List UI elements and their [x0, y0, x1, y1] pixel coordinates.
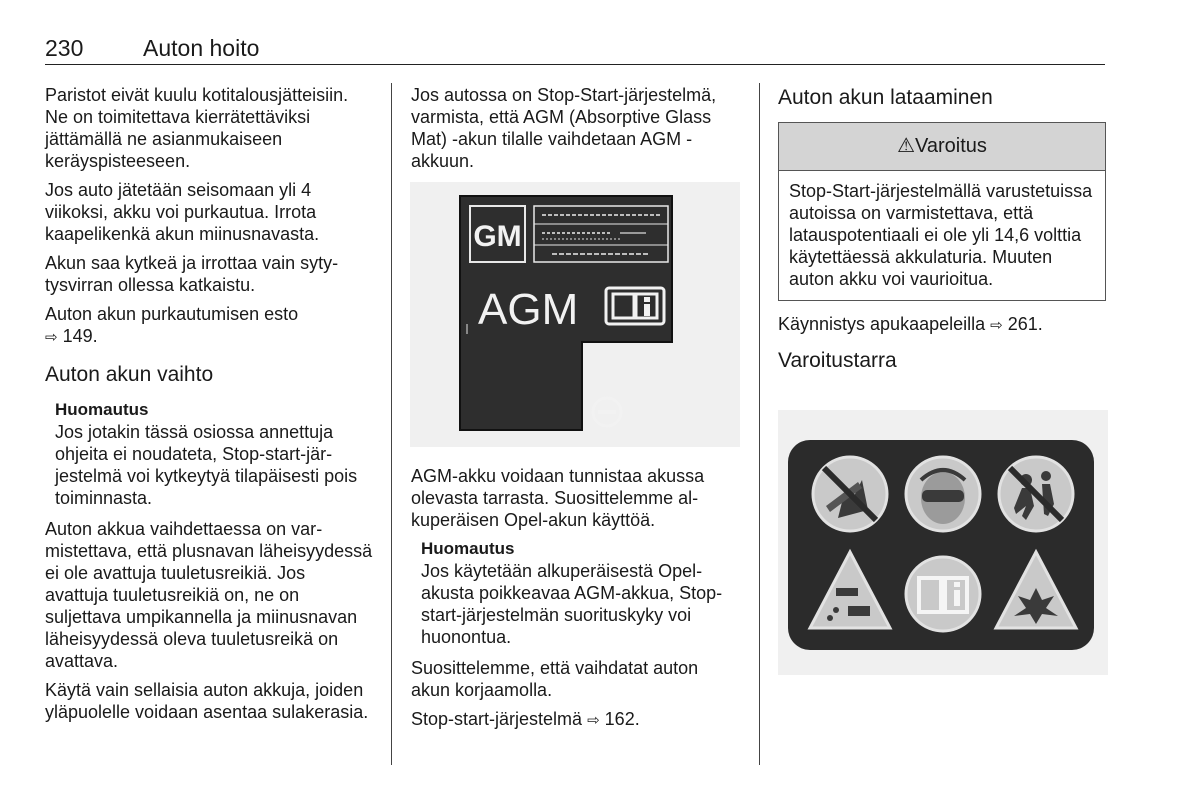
note-heading: Huomautus: [55, 400, 149, 419]
page-header: [45, 34, 1105, 65]
note-body: Jos jotakin tässä osiossa annettuja ohjeita ei noudateta, Stop-start-järjestelmä voi kytkeytyä tilapäisesti pois toiminnasta.: [55, 422, 358, 508]
paragraph: Auton akkua vaihdettaessa on varmistettava, että plusnavan läheisyydessä ei ole avattuja tuuletusreikiä. Jos avattuja tuuletusreikiä on, ne on suljettava umpikannella ja miinusnavan läheisyydessä oleva tuuletusreikä on avattava.: [45, 519, 373, 671]
note-heading: Huomautus: [421, 539, 515, 558]
paragraph: Akun saa kytkeä ja irrottaa vain sytytysvirran ollessa katkaistu.: [45, 253, 339, 295]
cross-reference: [411, 708, 741, 732]
column-3: [778, 84, 1106, 385]
note-box: [55, 399, 373, 509]
page-reference-arrow-icon: ⇨: [45, 329, 58, 346]
page-reference-arrow-icon: ⇨: [990, 317, 1003, 334]
reference-text: Auton akun purkautumisen esto: [45, 304, 299, 324]
paragraph: Paristot eivät kuulu kotitalousjätteisiin. Ne on toimitettava kierrätettäviksi jättämällä ne asianmukaiseen keräyspisteeseen.: [45, 85, 349, 171]
eye-protection-icon: [906, 457, 980, 531]
warning-title: Varoitus: [915, 135, 987, 157]
section-heading: Auton akun lataaminen: [778, 86, 993, 109]
column-2-lower: [411, 465, 741, 739]
no-open-flame-icon: [813, 457, 887, 531]
read-manual-icon: [906, 557, 980, 631]
warning-box: [778, 122, 1106, 301]
gm-logo: GM: [473, 220, 522, 253]
reference-page: 149.: [62, 326, 98, 346]
reference-text: Käynnistys apukaapeleilla: [778, 314, 986, 334]
agm-label-text: AGM: [478, 285, 579, 334]
warning-header: [779, 123, 1105, 171]
column-divider-1: [391, 83, 392, 765]
paragraph: Jos autossa on Stop-Start-järjestelmä, varmista, että AGM (Absorptive Glass Mat) -akun tilalle vaihdetaan AGM -akkuun.: [411, 85, 717, 171]
warning-label-image: [778, 410, 1108, 675]
note-box: [421, 538, 741, 648]
column-2: [411, 84, 741, 179]
reference-text: Stop-start-järjestelmä: [411, 709, 583, 729]
page-title: Auton hoito: [143, 35, 260, 61]
reference-page: 261.: [1007, 314, 1043, 334]
warning-body: Stop-Start-järjestelmällä varustetuissa autoissa on varmistettava, että latauspotentiaali ei ole yli 14,6 volttia käytettäessä akkulaturia. Muuten auton akku voi vaurioitua.: [789, 181, 1093, 289]
page-number: 230: [45, 35, 84, 61]
warning-triangle-icon: ⚠: [897, 135, 916, 157]
paragraph: AGM-akku voidaan tunnistaa akussa olevasta tarrasta. Suosittelemme alkuperäisen Opel-akun käyttöä.: [411, 466, 705, 530]
section-heading: Auton akun vaihto: [45, 363, 214, 386]
paragraph: Jos auto jätetään seisomaan yli 4 viikoksi, akku voi purkautua. Irrota kaapelikenkä akun miinusnavasta.: [45, 180, 320, 244]
keep-children-away-icon: [999, 457, 1073, 531]
cross-reference: [45, 303, 373, 349]
minus-terminal-icon: [593, 398, 621, 426]
agm-label-image: [410, 182, 740, 447]
section-heading: Varoitustarra: [778, 349, 897, 372]
note-body: Jos käytetään alkuperäisestä Opelakusta poikkeavaa AGM-akkua, Stop-start-järjestelmän suorituskyky voi huonontua.: [421, 561, 723, 647]
column-divider-2: [759, 83, 760, 765]
reference-page: 162.: [604, 709, 640, 729]
page-reference-arrow-icon: ⇨: [587, 712, 600, 729]
paragraph: Käytä vain sellaisia auton akkuja, joiden yläpuolelle voidaan asentaa sulakerasia.: [45, 680, 369, 722]
cross-reference: [778, 313, 1106, 337]
column-1: [45, 84, 373, 730]
paragraph: Suosittelemme, että vaihdatat auton akun korjaamolla.: [411, 658, 699, 700]
